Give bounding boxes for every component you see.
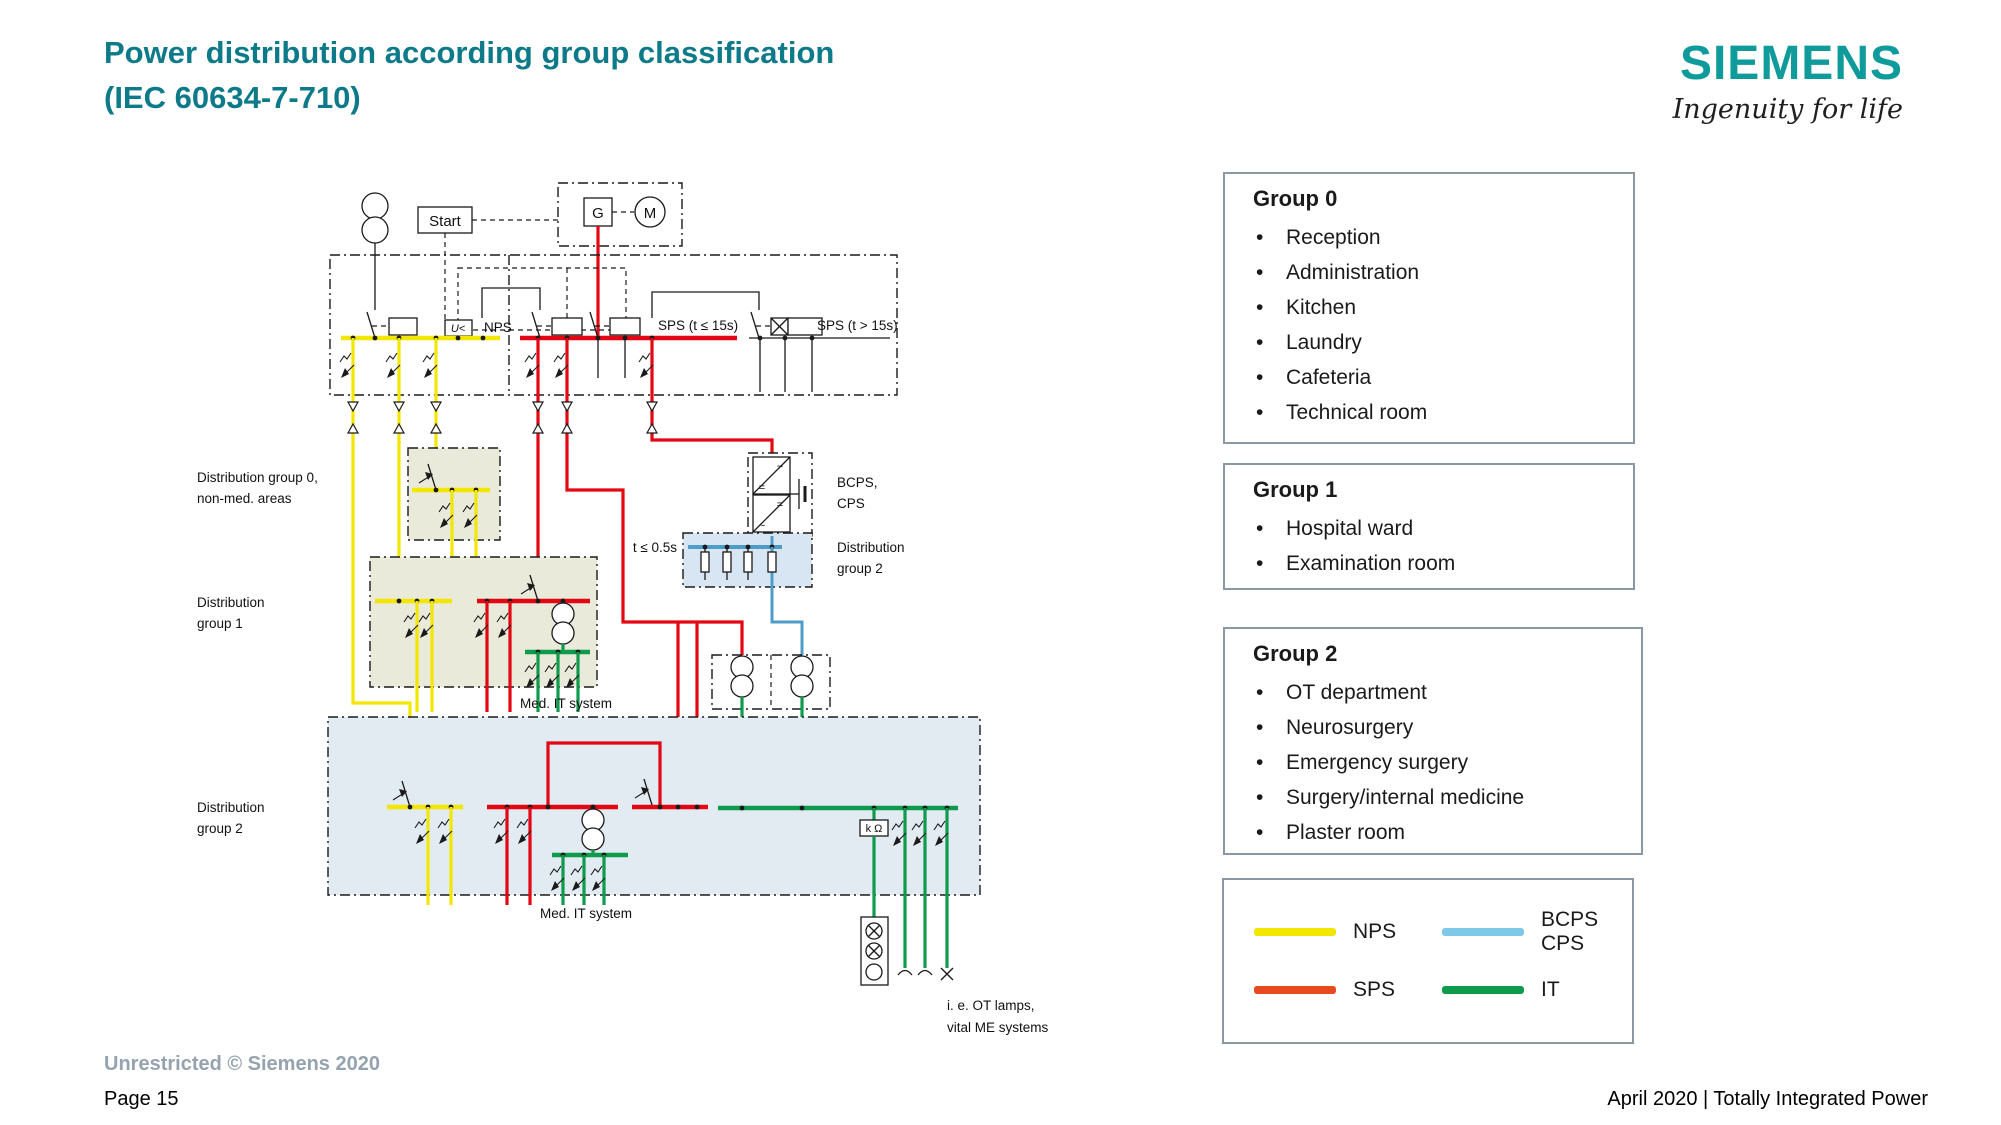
- incomer-switch: [367, 312, 417, 338]
- generator-box: [558, 183, 682, 246]
- list-item: • Examination room: [1253, 546, 1623, 581]
- list-item: • Kitchen: [1253, 290, 1623, 325]
- undervoltage-relay: [445, 320, 472, 338]
- list-item: • Administration: [1253, 255, 1623, 290]
- legend-label: CPS: [1541, 932, 1585, 955]
- classification-note: Unrestricted © Siemens 2020: [104, 1053, 380, 1075]
- motor-label: M: [643, 205, 657, 222]
- page-number: Page 15: [104, 1088, 179, 1110]
- dist2-label-2: group 2: [197, 821, 243, 836]
- nps-feeder-1: [353, 338, 410, 758]
- svg-text:=: =: [758, 482, 766, 494]
- med-it-label-2: Med. IT system: [540, 906, 633, 921]
- start-label: Start: [429, 213, 461, 230]
- dist2-label-1: Distribution: [197, 800, 265, 815]
- nps-bus-label: NPS: [484, 320, 512, 335]
- legend-label: BCPS: [1541, 908, 1599, 931]
- list-item: • Reception: [1253, 220, 1623, 255]
- list-item: • OT department: [1253, 675, 1631, 710]
- dist1-label-1: Distribution: [197, 595, 265, 610]
- group0-title: Group 0: [1253, 186, 1338, 211]
- generator-label: G: [592, 205, 604, 222]
- undervoltage-label: U<: [450, 323, 466, 335]
- footer-right: April 2020 | Totally Integrated Power: [1607, 1088, 1928, 1110]
- ot-lamps-label-1: i. e. OT lamps,: [947, 998, 1035, 1013]
- bcps-label-2: CPS: [837, 496, 865, 511]
- start-box: [418, 207, 472, 233]
- group0-distribution-box: [408, 448, 500, 556]
- med-it-label-1: Med. IT system: [520, 696, 613, 711]
- socket-icons: [898, 968, 953, 980]
- bcps-label-1: BCPS,: [837, 475, 878, 490]
- dg2-label-1: Distribution: [837, 540, 905, 555]
- t05-label: t ≤ 0.5s: [632, 540, 677, 555]
- list-item: • Surgery/internal medicine: [1253, 780, 1631, 815]
- grid-transformer-icon: [362, 193, 388, 243]
- ot-lamps-label-2: vital ME systems: [947, 1020, 1049, 1035]
- list-item: • Plaster room: [1253, 815, 1631, 850]
- ot-lamp-icon: [861, 917, 888, 985]
- list-item: • Cafeteria: [1253, 360, 1623, 395]
- list-item: • Laundry: [1253, 325, 1623, 360]
- siemens-tagline: Ingenuity for life: [1672, 94, 1903, 125]
- page-title-line1: Power distribution according group classification: [104, 35, 835, 70]
- dist0-label-1: Distribution group 0,: [197, 470, 318, 485]
- changeover-switch-1: [532, 312, 582, 338]
- list-item: • Emergency surgery: [1253, 745, 1631, 780]
- bcps-feed-wire: [772, 587, 802, 655]
- page-title-line2: (IEC 60634-7-710): [104, 80, 361, 115]
- list-item: • Technical room: [1253, 395, 1623, 430]
- dg2-label-2: group 2: [837, 561, 883, 576]
- delayed-changeover-switch: [751, 312, 822, 338]
- group2-title: Group 2: [1253, 641, 1338, 666]
- legend-label: NPS: [1353, 920, 1397, 943]
- group1-title: Group 1: [1253, 477, 1338, 502]
- siemens-logo: SIEMENS: [1679, 37, 1903, 90]
- sps-fast-label: SPS (t ≤ 15s): [658, 318, 739, 333]
- svg-text:~: ~: [758, 520, 766, 532]
- svg-text:=: =: [776, 499, 784, 511]
- bcps-distribution-box: [683, 533, 812, 587]
- svg-text:~: ~: [776, 461, 784, 473]
- legend-label: IT: [1541, 978, 1560, 1001]
- dist1-label-2: group 1: [197, 616, 243, 631]
- group1-distribution-box: [370, 557, 597, 712]
- kohm-label: k Ω: [865, 823, 883, 835]
- sps-slow-label: SPS (t > 15s): [817, 318, 898, 333]
- dist0-label-2: non-med. areas: [197, 491, 292, 506]
- bcps-converter-icon: [748, 453, 812, 536]
- legend-label: SPS: [1353, 978, 1396, 1001]
- list-item: • Neurosurgery: [1253, 710, 1631, 745]
- list-item: • Hospital ward: [1253, 511, 1623, 546]
- transformers-box: [712, 655, 830, 709]
- withdrawable-contacts: [348, 402, 657, 433]
